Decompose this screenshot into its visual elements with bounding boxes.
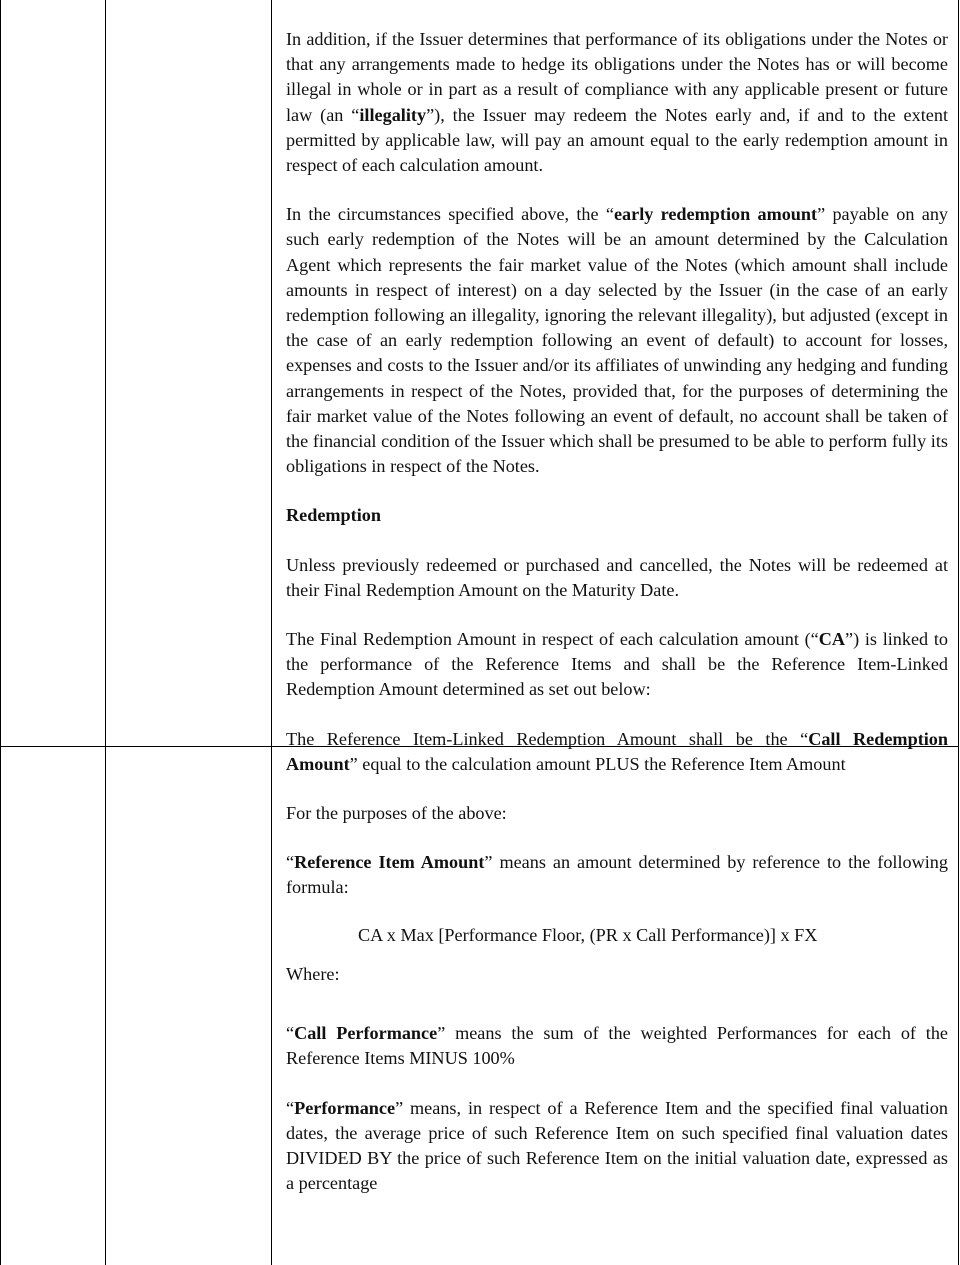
paragraph-text: ”), the Issuer may redeem the Notes early and, if and to the extent permitted by applicable law, will pay an amount equal to the early redemption amount in respect of each calculation amount. (286, 104, 948, 176)
redemption-heading: Redemption (286, 505, 381, 526)
performance-paragraph (286, 1096, 948, 1197)
defined-term-call-performance: Call Performance (294, 1023, 438, 1044)
paragraph-text: The Reference Item-Linked Redemption Amount shall be the “ (286, 728, 809, 749)
table-column-divider-2 (271, 0, 272, 1265)
where-label: Where: (286, 963, 340, 984)
illegality-paragraph (286, 27, 948, 178)
paragraph-text: ” equal to the calculation amount PLUS the Reference Item Amount (349, 753, 846, 774)
paragraph-text: ” payable on any such early redemption of the Notes will be an amount determined by the Calculation Agent which represents the fair market value of the Notes (which amount shall include amounts in respect of interest) on a day selected by the Issuer (in the case of an early redemption following an illegality, ignoring the relevant illegality), but adjusted (except in the case of an early redemption following an event of default) to account for losses, expenses and costs to the Issuer and/or its affiliates of unwinding any hedging and funding arrangements in respect of the Notes, provided that, for the purposes of determining the fair market value of the Notes following an event of default, no account shall be taken of the financial condition of the Issuer which shall be presumed to be able to perform fully its obligations in respect of the Notes. (286, 204, 949, 477)
paragraph-text: “ (286, 852, 295, 873)
reference-item-amount-paragraph (286, 850, 948, 900)
document-body (286, 27, 948, 1220)
paragraph-text: In addition, if the Issuer determines that performance of its obligations under the Notes or that any arrangements made to hedge its obligations under the Notes has or will become illegal in whole or in part as a result of compliance with any applicable present or future law (an “ (286, 29, 948, 125)
paragraph-text: The Final Redemption Amount in respect of each calculation amount (“ (286, 629, 819, 650)
final-redemption-amount-paragraph (286, 627, 948, 703)
paragraph-text: In the circumstances specified above, the “ (286, 204, 614, 225)
defined-term-call-redemption-amount: Call Redemption Amount (286, 728, 949, 774)
formula: CA x Max [Performance Floor, (PR x Call Performance)] x FX (358, 924, 818, 945)
purposes-paragraph: For the purposes of the above: (286, 803, 507, 824)
defined-term-illegality: illegality (359, 104, 427, 125)
paragraph-text: ” means an amount determined by reference to the following formula: (286, 852, 948, 898)
defined-term-performance: Performance (294, 1097, 396, 1118)
defined-term-early-redemption-amount: early redemption amount (613, 204, 818, 225)
table-column-divider-1 (105, 0, 106, 1265)
early-redemption-paragraph (286, 202, 948, 479)
call-performance-paragraph (286, 1021, 948, 1071)
paragraph-text: ”) is linked to the performance of the Reference Items and shall be the Reference Item-Linked Redemption Amount determined as set out below: (286, 629, 948, 700)
paragraph-text: ” means the sum of the weighted Performances for each of the Reference Items MINUS 100% (286, 1023, 948, 1069)
table-left-border (0, 0, 1, 1265)
paragraph-text: “ (286, 1097, 295, 1118)
paragraph-text: “ (286, 1023, 295, 1044)
call-redemption-amount-paragraph (286, 727, 948, 777)
table-right-border (958, 0, 959, 1265)
paragraph-text: ” means, in respect of a Reference Item and the specified final valuation dates, the average price of such Reference Item on such specified final valuation dates DIVIDED BY the price of such Reference Item on the initial valuation date, expressed as a percentage (286, 1097, 948, 1194)
defined-term-reference-item-amount: Reference Item Amount (294, 852, 485, 873)
maturity-redemption-paragraph: Unless previously redeemed or purchased and cancelled, the Notes will be redeemed at their Final Redemption Amount on the Maturity Date. (286, 554, 948, 600)
defined-term-ca: CA (818, 629, 846, 650)
